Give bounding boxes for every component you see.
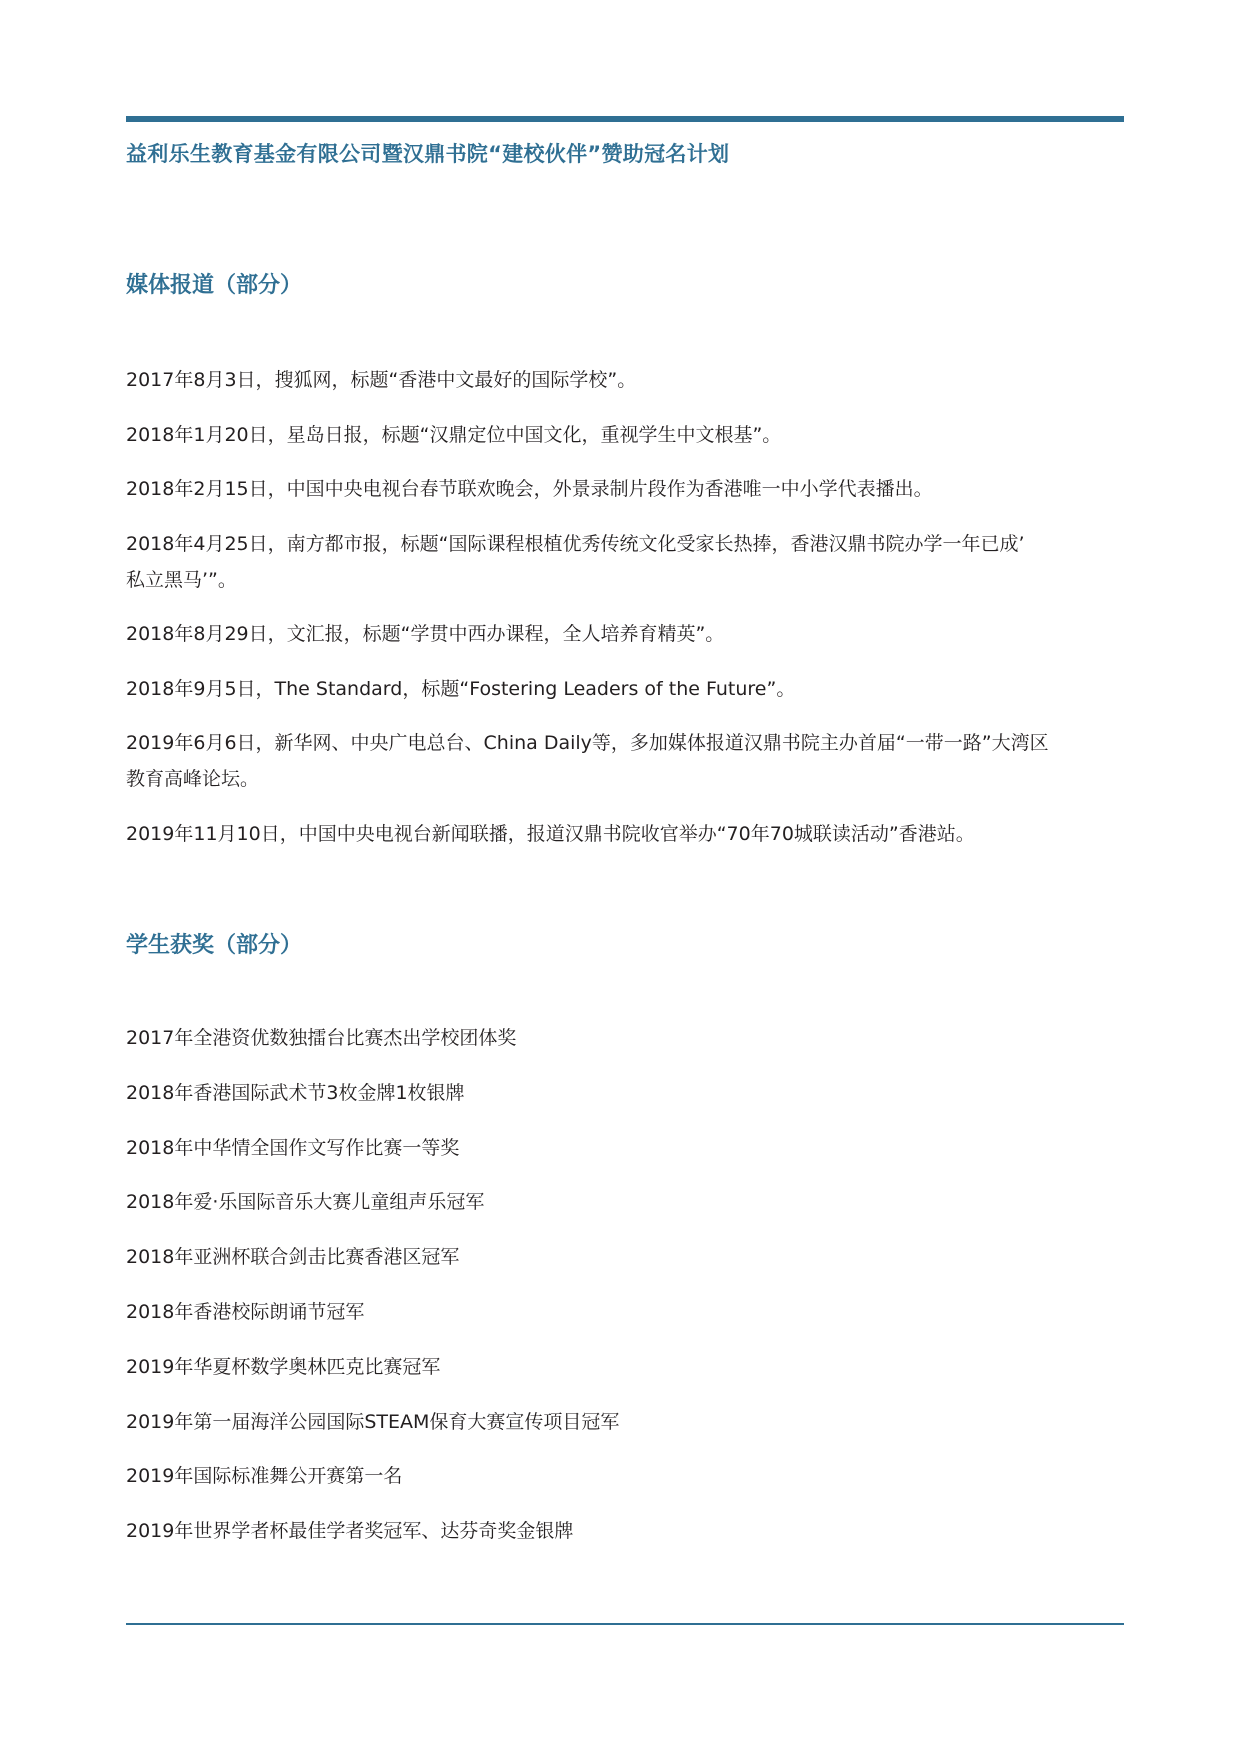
award-item: 2018年中华情全国作文写作比赛一等奖: [126, 1136, 460, 1159]
award-item: 2018年香港校际朗诵节冠军: [126, 1300, 365, 1323]
media-reports-list: [126, 362, 1124, 870]
media-report-item: 2018年2月15日，中国中央电视台春节联欢晚会，外景录制片段作为香港唯一中小学代表播出。: [126, 478, 933, 500]
media-report-item: 2017年8月3日，搜狐网，标题“香港中文最好的国际学校”。: [126, 369, 637, 391]
media-section-heading: 媒体报道（部分）: [126, 273, 303, 298]
document-title: 益利乐生教育基金有限公司暨汉鼎书院“建校伙伴”赞助冠名计划: [126, 142, 730, 166]
award-item: 2018年亚洲杯联合剑击比赛香港区冠军: [126, 1246, 460, 1269]
top-divider: [126, 116, 1124, 122]
award-item: 2019年世界学者杯最佳学者奖冠军、达芬奇奖金银牌: [126, 1520, 574, 1543]
bottom-divider: [126, 1623, 1124, 1625]
media-report-item: 2018年9月5日，The Standard，标题“Fostering Leaders of the Future”。: [126, 677, 796, 700]
award-item: 2019年第一届海洋公园国际STEAM保育大赛宣传项目冠军: [126, 1410, 620, 1433]
media-report-item: 2019年6月6日，新华网、中央广电总台、China Daily等，多加媒体报道汉鼎书院主办首届“一带一路”大湾区 教育高峰论坛。: [126, 732, 1049, 790]
awards-section-heading: 学生获奖（部分）: [126, 933, 303, 958]
award-item: 2017年全港资优数独擂台比赛杰出学校团体奖: [126, 1027, 517, 1049]
award-item: 2019年国际标准舞公开赛第一名: [126, 1465, 403, 1488]
media-report-item: 2018年4月25日，南方都市报，标题“国际课程根植优秀传统文化受家长热捧，香港汉鼎书院办学一年已成’ 私立黑马’”。: [126, 532, 1025, 591]
award-item: 2019年华夏杯数学奥林匹克比赛冠军: [126, 1355, 441, 1378]
student-awards-list: [126, 1020, 1124, 1568]
media-report-item: 2018年8月29日，文汇报，标题“学贯中西办课程，全人培养育精英”。: [126, 623, 725, 645]
award-item: 2018年爱·乐国际音乐大赛儿童组声乐冠军: [126, 1191, 485, 1214]
media-report-item: 2018年1月20日，星岛日报，标题“汉鼎定位中国文化，重视学生中文根基”。: [126, 423, 782, 446]
media-report-item: 2019年11月10日，中国中央电视台新闻联播，报道汉鼎书院收官举办“70年70城联读活动”香港站。: [126, 822, 975, 845]
award-item: 2018年香港国际武术节3枚金牌1枚银牌: [126, 1081, 465, 1104]
